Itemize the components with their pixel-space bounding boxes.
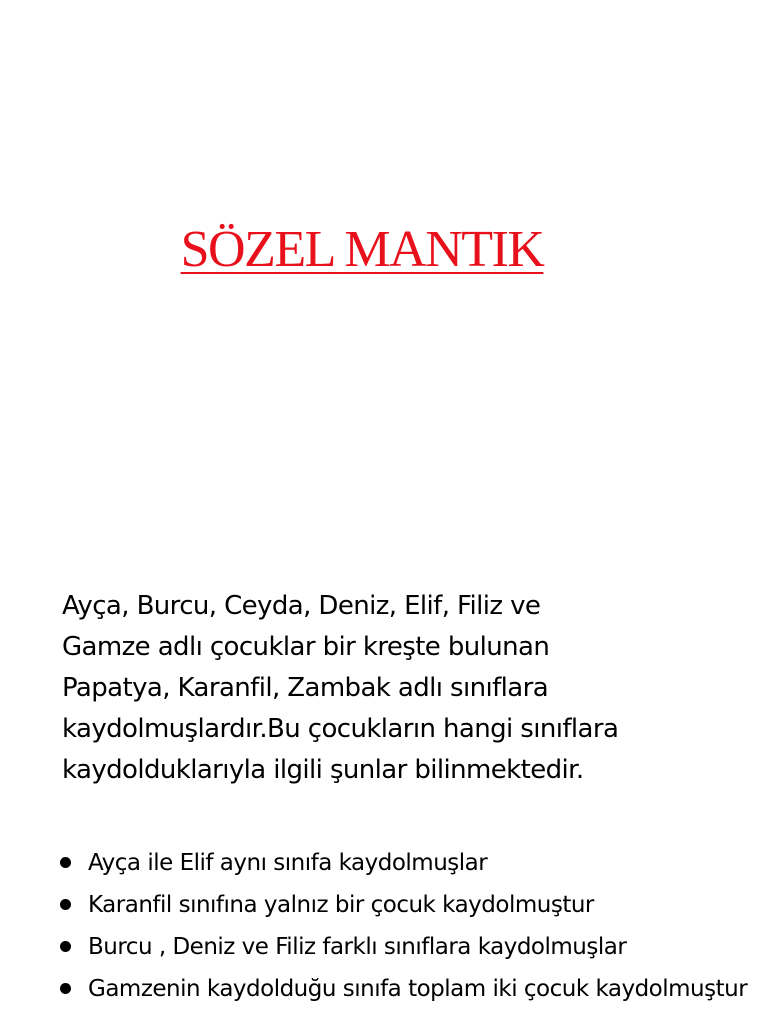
- clue-text: Gamzenin kaydolduğu sınıfa toplam iki çocuk kaydolmuştur: [88, 976, 748, 1002]
- clue-text: Karanfil sınıfına yalnız bir çocuk kaydolmuştur: [88, 892, 594, 918]
- clue-item: [58, 884, 758, 926]
- clue-list: [58, 842, 758, 1010]
- bullet-dot-icon: [60, 899, 71, 910]
- intro-paragraph: Ayça, Burcu, Ceyda, Deniz, Elif, Filiz ve Gamze adlı çocuklar bir kreşte bulunan Papatya, Karanfil, Zambak adlı sınıflara kaydolmuşlardır.Bu çocukların hangi sınıflara kaydolduklarıyla ilgili şunlar bilinmektedir.: [62, 591, 619, 785]
- clue-text: Ayça ile Elif aynı sınıfa kaydolmuşlar: [88, 850, 488, 876]
- clue-item: [58, 968, 758, 1010]
- clue-item: [58, 926, 758, 968]
- bullet-dot-icon: [60, 941, 71, 952]
- clue-text: Burcu , Deniz ve Filiz farklı sınıflara kaydolmuşlar: [88, 934, 627, 960]
- clue-item: [58, 842, 758, 884]
- slide-title: SÖZEL MANTIK: [180, 221, 544, 278]
- bullet-dot-icon: [60, 857, 71, 868]
- bullet-dot-icon: [60, 983, 71, 994]
